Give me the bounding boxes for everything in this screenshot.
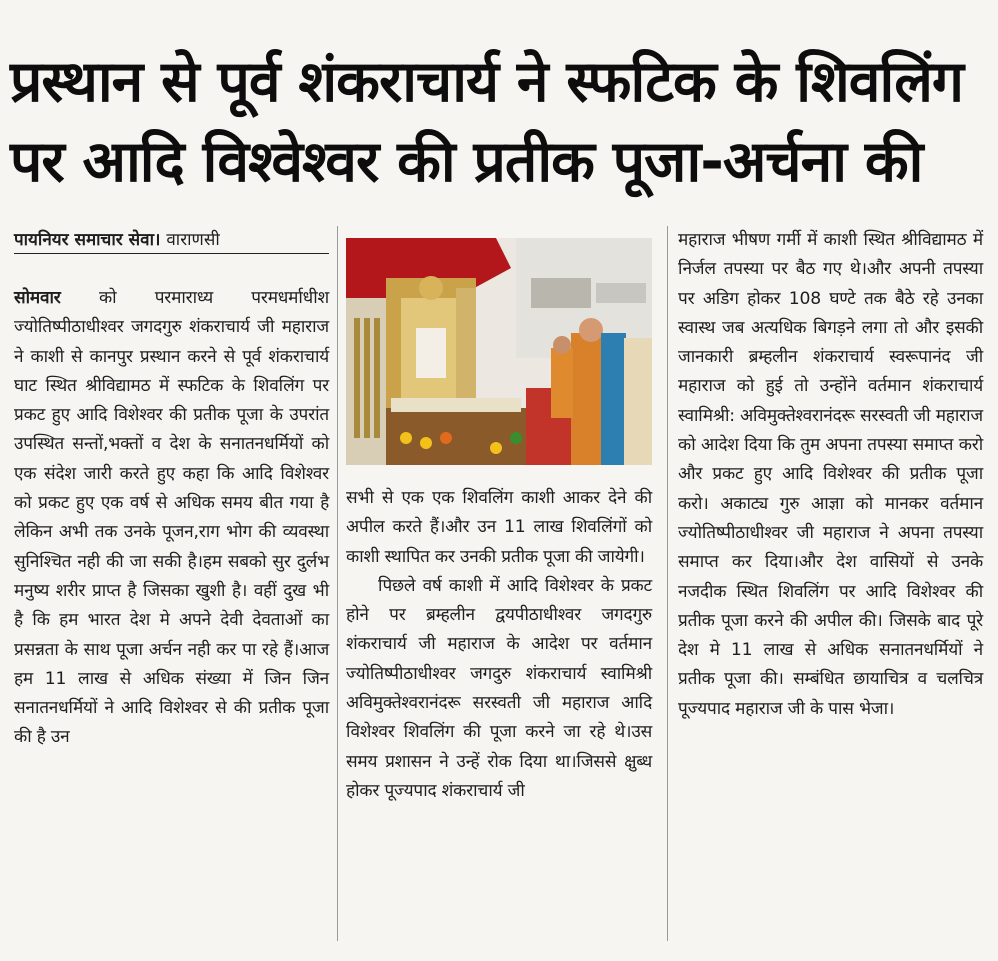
byline-source: पायनियर समाचार सेवा। <box>14 230 161 250</box>
byline-city: वाराणसी <box>166 230 220 250</box>
column-3-text: महाराज भीषण गर्मी में काशी स्थित श्रीविद्यामठ में निर्जल तपस्या पर बैठ गए थे।और अपनी तपस्या पर अडिग होकर 108 घण्टे तक बैठे रहे उनका स्वास्थ जब अत्यधिक बिगड़ने लगा तो और इसकी जानकारी ब्रम्हलीन शंकराचार्य स्वरूपानंद जी महाराज को हुई तो उन्होंने वर्तमान शंकराचार्य स्वामिश्री: अविमुक्तेश्वरानंदरू सरस्वती जी महाराज को आदेश दिया कि तुम अपना तपस्या समाप्त करो और प्रकट हुए आदि विशेश्वर की प्रतीक पूजा करो। अकाट्य गुरु आज्ञा को मानकर वर्तमान ज्योतिष्पीठाधीश्वर जी महाराज ने अपना तपस्या समाप्त कर दिया।और देश वासियों से उनके नजदीक स्थित शिवलिंग पर आदि विशेश्वर की प्रतीक पूजा करने की अपील की। जिसके बाद पूरे देश मे 11 लाख से अधिक सनातनधर्मियों ने प्रतीक पूजा की। सम्बंधित छायाचित्र व चलचित्र पूज्यपाद महाराज जी के पास भेजा। <box>678 230 983 719</box>
column-rule-2 <box>667 226 668 941</box>
column-2-para-1: सभी से एक एक शिवलिंग काशी आकर देने की अपील करते हैं।और उन 11 लाख शिवलिंगों को काशी स्थापित कर उनकी प्रतीक पूजा की जायेगी। <box>346 488 652 567</box>
headline <box>10 42 985 202</box>
article-column-2 <box>346 484 652 806</box>
headline-line-1: प्रस्थान से पूर्व शंकराचार्य ने स्फटिक के शिवलिंग <box>10 49 963 115</box>
news-photo <box>346 238 652 465</box>
shrine-puja-photo <box>346 238 652 465</box>
article-column-1 <box>14 284 329 753</box>
column-2-para-2: पिछले वर्ष काशी में आदि विशेश्वर के प्रकट होने पर ब्रम्हलीन द्वयपीठाधीश्वर जगदगुरु शंकराचार्य जी महाराज के आदेश पर वर्तमान ज्योतिष्पीठाधीश्वर जगदुरु शंकराचार्य स्वामिश्री अविमुक्तेश्वरानंदरू सरस्वती जी महाराज आदि विशेश्वर शिवलिंग की पूजा करने जा रहे थे।उस समय प्रशासन ने उन्हें रोक दिया था।जिससे क्षुब्ध होकर पूज्यपाद शंकराचार्य जी <box>346 575 652 801</box>
headline-line-2: पर आदि विश्वेश्वर की प्रतीक पूजा-अर्चना की <box>10 129 923 195</box>
column-1-text: को परमाराध्य परमधर्माधीश ज्योतिष्पीठाधीश्वर जगदगुरु शंकराचार्य जी महाराज ने काशी से कानपुर प्रस्थान करने से पूर्व शंकराचार्य घाट स्थित श्रीविद्यामठ में स्फटिक के शिवलिंग पर प्रकट हुए आदि विशेश्वर की प्रतीक पूजा के उपरांत उपस्थित सन्तों,भक्तों व देश के सनातनधर्मियों को एक संदेश जारी करते हुए कहा कि आदि विशेश्वर को प्रकट हुए एक वर्ष से अधिक समय बीत गया है लेकिन अभी तक उनके पूजन,राग भोग की व्यवस्था सुनिश्चित नही की जा सकी है।हम सबको सुर दुर्लभ मनुष्य शरीर प्राप्त है जिसका खुशी है। वहीं दुख भी है कि हम भारत देश मे अपने देवी देवताओं का प्रसन्नता के साथ पूजा अर्चन नही कर पा रहे हैं।आज हम 11 लाख से अधिक संख्या में जिन जिन सनातनधर्मियों ने आदि विशेश्वर से की प्रतीक पूजा की है उन <box>14 288 329 748</box>
column-rule-1 <box>337 226 338 941</box>
article-column-3 <box>678 226 983 724</box>
byline <box>14 227 329 254</box>
lead-word: सोमवार <box>14 288 61 308</box>
